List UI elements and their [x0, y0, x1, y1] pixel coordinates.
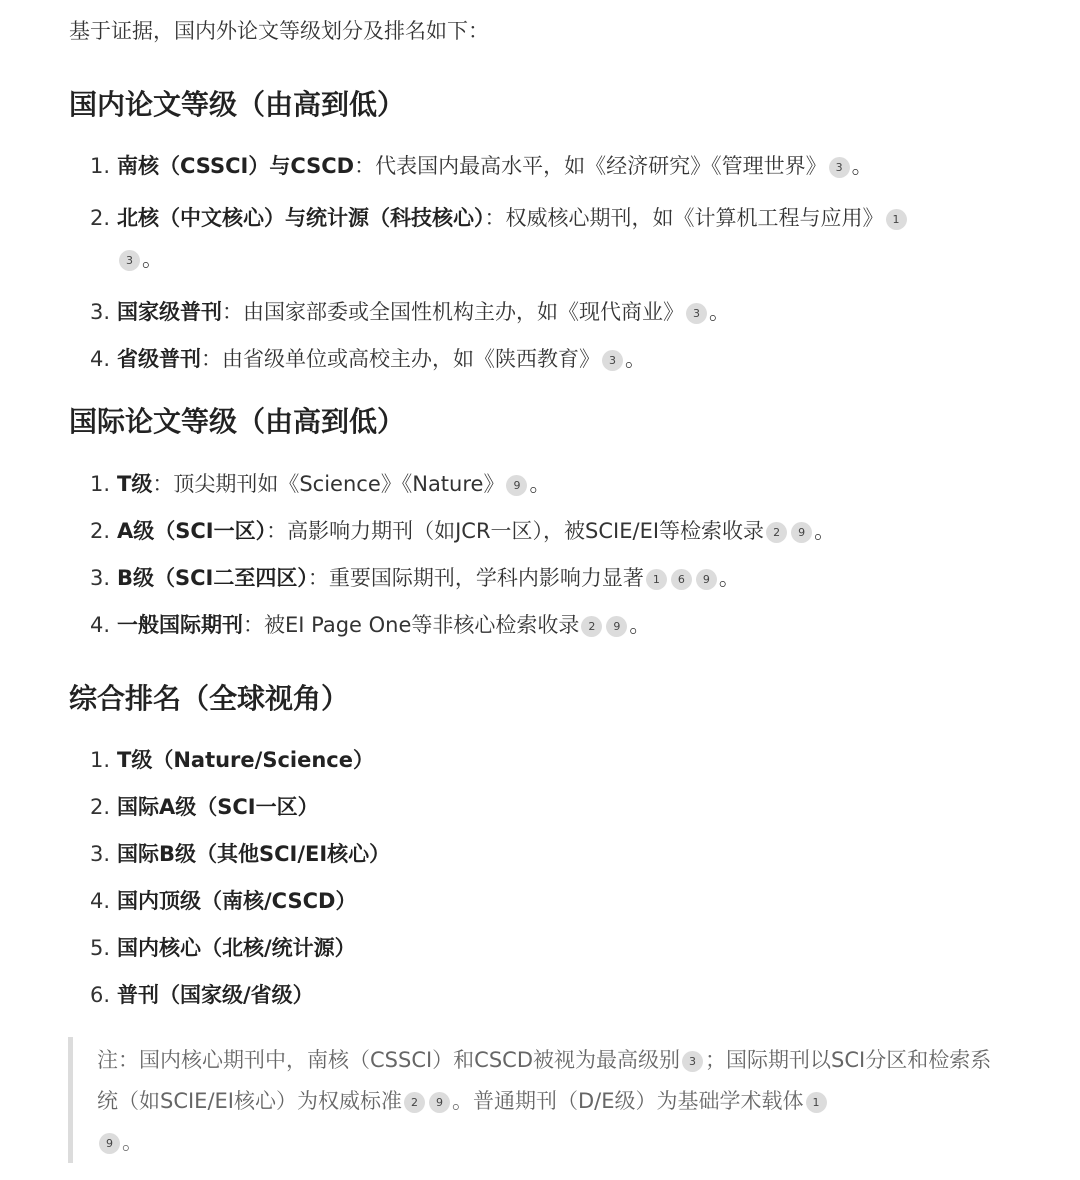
- item-number: 4.: [90, 889, 111, 913]
- item-text: ：重要国际期刊，学科内影响力显著: [307, 566, 644, 590]
- item-title: 省级普刊: [117, 347, 201, 371]
- item-end: 。: [709, 300, 730, 324]
- note-blockquote: [97, 1040, 1012, 1163]
- list-item: [90, 297, 909, 327]
- list-item: [90, 933, 390, 963]
- item-title: A级（SCI一区）: [117, 519, 267, 543]
- list-item: [90, 886, 390, 916]
- list-item: [90, 563, 835, 593]
- note-text: 。普通期刊（D/E级）为基础学术载体: [452, 1089, 804, 1113]
- item-title: T级（Nature/Science）: [117, 748, 374, 772]
- citation-badge[interactable]: 9: [99, 1133, 120, 1154]
- item-text: ：顶尖期刊如《Science》《Nature》: [152, 472, 505, 496]
- item-end: 。: [718, 566, 740, 590]
- citation-badge[interactable]: 2: [766, 522, 787, 543]
- note-text: 注：国内核心期刊中，南核（CSSCI）和CSCD被视为最高级别: [97, 1048, 681, 1072]
- international-heading: 国际论文等级（由高到低）: [69, 405, 406, 438]
- item-number: 1.: [90, 154, 111, 178]
- item-number: 2.: [90, 795, 111, 819]
- item-number: 1.: [90, 748, 111, 772]
- citation-badge[interactable]: 3: [119, 250, 140, 271]
- item-number: 3.: [90, 566, 111, 590]
- item-number: 2.: [90, 206, 111, 230]
- item-end: 。: [629, 613, 651, 637]
- intro-text: 基于证据，国内外论文等级划分及排名如下：: [69, 19, 489, 43]
- item-title: T级: [117, 472, 153, 496]
- citation-badge[interactable]: 2: [581, 616, 602, 637]
- item-text: ：被EI Page One等非核心检索收录: [243, 613, 580, 637]
- item-title: 一般国际期刊: [117, 613, 243, 637]
- citation-badge[interactable]: 1: [886, 209, 907, 230]
- citation-badge[interactable]: 3: [829, 157, 850, 178]
- item-text: ：由国家部委或全国性机构主办，如《现代商业》: [222, 300, 684, 324]
- item-number: 1.: [90, 472, 111, 496]
- citation-badge[interactable]: 1: [806, 1092, 827, 1113]
- domestic-list: [90, 151, 909, 374]
- citation-badge[interactable]: 2: [404, 1092, 425, 1113]
- citation-badge[interactable]: 3: [602, 350, 623, 371]
- note-text: ；国际期刊以SCI分区和检索系统（如SCIE/EI核心）为权威标准: [97, 1048, 992, 1113]
- item-title: 南核（CSSCI）与CSCD: [117, 154, 355, 178]
- item-title: 国内顶级（南核/CSCD）: [117, 889, 357, 913]
- item-end: 。: [851, 154, 873, 178]
- international-list: [90, 469, 835, 640]
- item-number: 4.: [90, 347, 111, 371]
- list-item: [90, 516, 835, 546]
- citation-badge[interactable]: 9: [429, 1092, 450, 1113]
- citation-badge[interactable]: 1: [646, 569, 667, 590]
- citation-badge[interactable]: 6: [671, 569, 692, 590]
- item-number: 5.: [90, 936, 111, 960]
- item-text: ：代表国内最高水平，如《经济研究》《管理世界》: [354, 154, 827, 178]
- domestic-heading: 国内论文等级（由高到低）: [69, 88, 406, 121]
- item-number: 2.: [90, 519, 111, 543]
- citation-badge[interactable]: 9: [506, 475, 527, 496]
- list-item: [90, 469, 835, 499]
- overall-heading: 综合排名（全球视角）: [69, 682, 350, 715]
- item-title: 普刊（国家级/省级）: [117, 983, 314, 1007]
- list-item: [90, 980, 390, 1010]
- item-title: B级（SCI二至四区）: [117, 566, 308, 590]
- item-text: ：权威核心期刊，如《计算机工程与应用》: [484, 206, 884, 230]
- item-title: 北核（中文核心）与统计源（科技核心）: [117, 206, 485, 230]
- citation-badge[interactable]: 3: [682, 1051, 703, 1072]
- item-text: ：由省级单位或高校主办，如《陕西教育》: [201, 347, 600, 371]
- item-number: 3.: [90, 842, 111, 866]
- citation-badge[interactable]: 3: [686, 303, 707, 324]
- citation-badge[interactable]: 9: [696, 569, 717, 590]
- list-item: [90, 792, 390, 822]
- list-item: [90, 151, 909, 181]
- item-number: 3.: [90, 300, 111, 324]
- item-end: 。: [142, 247, 163, 271]
- item-text: ：高影响力期刊（如JCR一区），被SCIE/EI等检索收录: [266, 519, 765, 543]
- overall-list: [90, 745, 390, 1010]
- item-title: 国际A级（SCI一区）: [117, 795, 319, 819]
- item-title: 国内核心（北核/统计源）: [117, 936, 356, 960]
- citation-badge[interactable]: 9: [791, 522, 812, 543]
- item-number: 4.: [90, 613, 111, 637]
- item-title: 国际B级（其他SCI/EI核心）: [117, 842, 391, 866]
- list-item: [90, 610, 835, 640]
- item-title: 国家级普刊: [117, 300, 222, 324]
- list-item: [90, 839, 390, 869]
- item-end: 。: [529, 472, 551, 496]
- list-item: [90, 198, 909, 280]
- list-item: [90, 745, 390, 775]
- note-text: 。: [122, 1130, 143, 1154]
- note-quote-bar: [68, 1037, 73, 1163]
- item-number: 6.: [90, 983, 111, 1007]
- item-end: 。: [625, 347, 646, 371]
- citation-badge[interactable]: 9: [606, 616, 627, 637]
- list-item: [90, 344, 909, 374]
- item-end: 。: [814, 519, 836, 543]
